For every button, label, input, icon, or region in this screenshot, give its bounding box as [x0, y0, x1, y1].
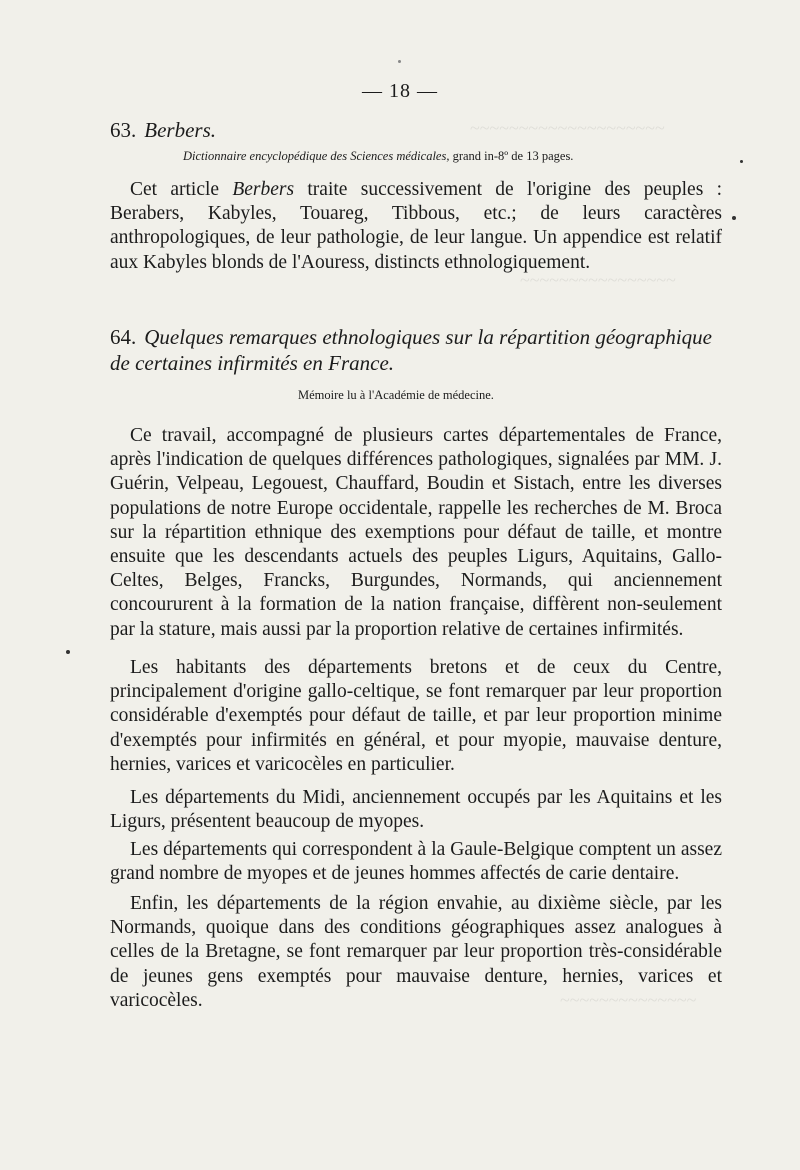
entry-64-paragraph-2: Les habitants des départements bretons et de ceux du Centre, principalement d'origine gallo-celtique, se font remarquer par leur proportion considérable d'exemptés pour défaut de taille, et par leur proportion minime d'exemptés pour infirmités en général, et pour myopie, mauvaise denture, hernies, varices et varicocèles en particulier. — [110, 657, 722, 775]
show-through-texture: ~~~~~~~~~~~~~~~~~~~~ — [470, 118, 665, 138]
entry-63-text-intro: Cet article — [130, 179, 233, 200]
entry-64-memoire: Mémoire lu à l'Académie de médecine. — [298, 388, 494, 402]
entry-64-paragraph-4: Les départements qui correspondent à la Gaule-Belgique comptent un assez grand nombre de myopes et de jeunes hommes affectés de carie dentaire. — [110, 839, 722, 885]
page-number-dash-right: — — [411, 80, 438, 102]
entry-63-title: Berbers. — [144, 118, 216, 142]
entry-64-paragraph-5: Enfin, les départements de la région envahie, au dixième siècle, par les Normands, quoique dans des conditions géographiques assez analogues à celles de la Bretagne, se font remarquer par leur proportion très-considérable de jeunes gens exemptés pour mauvaise denture, hernies, varices et varicocèles. — [110, 893, 722, 1011]
entry-63-paragraph — [110, 178, 722, 275]
entry-64-heading — [110, 324, 722, 376]
entry-63-text-rest: traite successivement de l'origine des peuples : Berabers, Kabyles, Touareg, Tibbous, etc.; de leurs caractères anthropologiques, de leur pathologie, de leur langue. Un appendice est relatif aux Kabyles blonds de l'Aouress, distincts ethnologiquement. — [110, 179, 722, 273]
entry-63-source — [183, 149, 573, 164]
page-number — [0, 80, 800, 103]
print-speck — [740, 160, 743, 163]
page-number-dash-left: — — [362, 80, 389, 102]
entry-63-text-term: Berbers — [232, 179, 295, 200]
entry-63-source-format: grand in-8º de 13 pages. — [449, 149, 574, 163]
print-speck — [732, 216, 736, 220]
show-through-texture: ~~~~~~~~~~~~~~~~ — [520, 270, 676, 290]
entry-63-source-title: Dictionnaire encyclopédique des Sciences médicales, — [183, 149, 450, 163]
entry-64-number: 64. — [110, 325, 137, 349]
entry-63-heading — [110, 118, 216, 143]
page-number-value: 18 — [389, 80, 411, 102]
entry-63-number: 63. — [110, 118, 137, 142]
print-speck — [398, 60, 401, 63]
entry-64-title: Quelques remarques ethnologiques sur la répartition géographique de certaines infirmités en France. — [110, 325, 712, 375]
print-speck — [66, 650, 70, 654]
show-through-texture: ~~~~~~~~~~~~~~ — [560, 990, 697, 1010]
entry-64-paragraph-1: Ce travail, accompagné de plusieurs cartes départementales de France, après l'indication de quelques différences pathologiques, signalées par MM. J. Guérin, Velpeau, Legouest, Chauffard, Boudin et Sistach, entre les diverses populations de notre Europe occidentale, rappelle les recherches de M. Broca sur la répartition ethnique des exemptions pour défaut de taille, et montre ensuite que les descendants actuels des peuples Ligurs, Aquitains, Gallo-Celtes, Belges, Francks, Burgundes, Normands, qui anciennement concoururent à la formation de la nation française, diffèrent non-seulement par la stature, mais aussi par la proportion relative de certaines infirmités. — [110, 425, 722, 640]
entry-64-paragraph-3: Les départements du Midi, anciennement occupés par les Aquitains et les Ligurs, présentent beaucoup de myopes. — [110, 787, 722, 833]
